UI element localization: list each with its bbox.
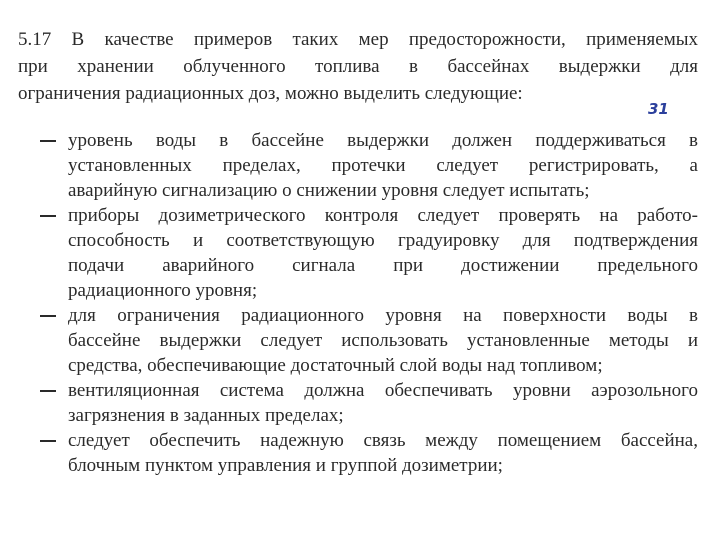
precautions-list — [18, 128, 698, 478]
list-item-line: вентиляционная система должна обеспечивать уровни аэрозольного — [68, 380, 698, 401]
dash-bullet — [40, 215, 56, 217]
document-page — [18, 26, 698, 107]
intro-line: 5.17 В качестве примеров таких мер предосторожности, применяемых — [18, 29, 698, 50]
list-item-line: приборы дозиметрического контроля следует проверять на работо- — [68, 205, 698, 226]
list-item-line: бассейне выдержки следует использовать установленные методы и — [68, 330, 698, 351]
list-item — [18, 203, 698, 303]
dash-bullet — [40, 140, 56, 142]
list-item-line: загрязнения в заданных пределах; — [68, 405, 344, 426]
dash-bullet — [40, 440, 56, 442]
list-item-line: уровень воды в бассейне выдержки должен поддерживаться в — [68, 130, 698, 151]
dash-bullet — [40, 390, 56, 392]
intro-line: ограничения радиационных доз, можно выделить следующие: — [18, 83, 523, 104]
list-item — [18, 303, 698, 378]
list-item-line: радиационного уровня; — [68, 280, 258, 301]
list-item — [18, 428, 698, 478]
list-item-line: следует обеспечить надежную связь между помещением бассейна, — [68, 430, 698, 451]
list-item-line: аварийную сигнализацию о снижении уровня следует испытать; — [68, 180, 590, 201]
list-item-line: для ограничения радиационного уровня на поверхности воды в — [68, 305, 698, 326]
list-item-line: блочным пунктом управления и группой дозиметрии; — [68, 455, 503, 476]
page-number: 31 — [648, 100, 669, 118]
list-item-line: способность и соответствующую градуировку для подтверждения — [68, 230, 698, 251]
list-item-line: подачи аварийного сигнала при достижении предельного — [68, 255, 698, 276]
dash-bullet — [40, 315, 56, 317]
list-item-line: установленных пределах, протечки следует регистрировать, а — [68, 155, 698, 176]
intro-line: при хранении облученного топлива в бассейнах выдержки для — [18, 56, 698, 77]
list-item — [18, 128, 698, 203]
list-item — [18, 378, 698, 428]
list-item-line: средства, обеспечивающие достаточный слой воды над топливом; — [68, 355, 603, 376]
